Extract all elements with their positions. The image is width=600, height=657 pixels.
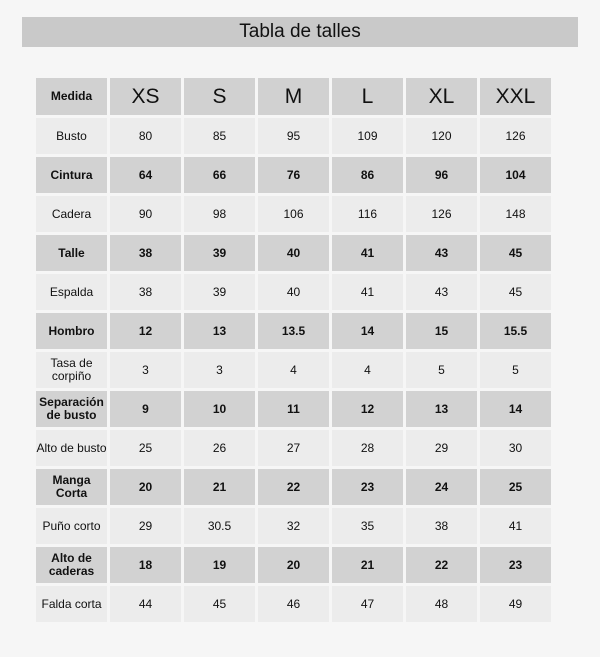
table-cell: 25 [480, 469, 551, 505]
table-cell: 126 [480, 118, 551, 154]
table-cell: 26 [184, 430, 255, 466]
table-cell: 27 [258, 430, 329, 466]
header-cell-m: M [258, 78, 329, 115]
table-cell: 41 [332, 235, 403, 271]
table-cell: 10 [184, 391, 255, 427]
row-label: Busto [36, 118, 107, 154]
table-cell: 106 [258, 196, 329, 232]
size-chart-table [33, 75, 554, 625]
table-row [36, 118, 551, 154]
table-cell: 18 [110, 547, 181, 583]
row-label: Falda corta [36, 586, 107, 622]
row-label: Puño corto [36, 508, 107, 544]
row-label: Hombro [36, 313, 107, 349]
table-cell: 80 [110, 118, 181, 154]
table-row [36, 352, 551, 388]
row-label: Alto de caderas [36, 547, 107, 583]
table-cell: 13 [406, 391, 477, 427]
table-cell: 104 [480, 157, 551, 193]
header-cell-xs: XS [110, 78, 181, 115]
header-cell-s: S [184, 78, 255, 115]
row-label: Tasa de corpiño [36, 352, 107, 388]
table-cell: 109 [332, 118, 403, 154]
table-cell: 90 [110, 196, 181, 232]
table-cell: 126 [406, 196, 477, 232]
table-cell: 15.5 [480, 313, 551, 349]
table-cell: 12 [110, 313, 181, 349]
table-cell: 12 [332, 391, 403, 427]
table-row [36, 547, 551, 583]
table-cell: 32 [258, 508, 329, 544]
table-cell: 14 [480, 391, 551, 427]
table-cell: 98 [184, 196, 255, 232]
table-cell: 45 [184, 586, 255, 622]
table-cell: 116 [332, 196, 403, 232]
table-cell: 30 [480, 430, 551, 466]
row-label: Manga Corta [36, 469, 107, 505]
table-cell: 4 [258, 352, 329, 388]
table-cell: 40 [258, 235, 329, 271]
table-header-row [36, 78, 551, 115]
table-row [36, 586, 551, 622]
table-cell: 45 [480, 274, 551, 310]
table-row [36, 235, 551, 271]
header-cell-measure: Medida [36, 78, 107, 115]
table-cell: 49 [480, 586, 551, 622]
table-cell: 24 [406, 469, 477, 505]
table-cell: 43 [406, 235, 477, 271]
table-cell: 14 [332, 313, 403, 349]
table-cell: 11 [258, 391, 329, 427]
row-label: Cadera [36, 196, 107, 232]
table-cell: 30.5 [184, 508, 255, 544]
table-cell: 46 [258, 586, 329, 622]
table-cell: 9 [110, 391, 181, 427]
table-cell: 28 [332, 430, 403, 466]
table-cell: 96 [406, 157, 477, 193]
table-cell: 13.5 [258, 313, 329, 349]
page-title: Tabla de talles [22, 17, 578, 47]
table-body [36, 118, 551, 622]
table-cell: 22 [258, 469, 329, 505]
table-cell: 38 [406, 508, 477, 544]
table-cell: 15 [406, 313, 477, 349]
row-label: Espalda [36, 274, 107, 310]
table-row [36, 196, 551, 232]
table-cell: 22 [406, 547, 477, 583]
table-cell: 120 [406, 118, 477, 154]
table-cell: 29 [406, 430, 477, 466]
table-row [36, 157, 551, 193]
table-cell: 76 [258, 157, 329, 193]
table-cell: 48 [406, 586, 477, 622]
table-row [36, 391, 551, 427]
table-cell: 20 [258, 547, 329, 583]
table-cell: 4 [332, 352, 403, 388]
table-cell: 3 [184, 352, 255, 388]
table-cell: 23 [480, 547, 551, 583]
row-label: Cintura [36, 157, 107, 193]
table-cell: 40 [258, 274, 329, 310]
table-cell: 20 [110, 469, 181, 505]
row-label: Alto de busto [36, 430, 107, 466]
table-cell: 47 [332, 586, 403, 622]
table-cell: 39 [184, 274, 255, 310]
table-cell: 38 [110, 274, 181, 310]
table-cell: 95 [258, 118, 329, 154]
table-cell: 44 [110, 586, 181, 622]
table-cell: 3 [110, 352, 181, 388]
table-cell: 5 [406, 352, 477, 388]
table-cell: 148 [480, 196, 551, 232]
table-cell: 5 [480, 352, 551, 388]
table-cell: 23 [332, 469, 403, 505]
table-cell: 86 [332, 157, 403, 193]
table-cell: 66 [184, 157, 255, 193]
table-row [36, 313, 551, 349]
table-cell: 19 [184, 547, 255, 583]
table-cell: 43 [406, 274, 477, 310]
table-cell: 39 [184, 235, 255, 271]
table-cell: 41 [332, 274, 403, 310]
table-cell: 41 [480, 508, 551, 544]
table-cell: 35 [332, 508, 403, 544]
header-cell-xl: XL [406, 78, 477, 115]
row-label: Talle [36, 235, 107, 271]
table-cell: 64 [110, 157, 181, 193]
header-cell-l: L [332, 78, 403, 115]
table-cell: 21 [332, 547, 403, 583]
row-label: Separación de busto [36, 391, 107, 427]
table-row [36, 430, 551, 466]
table-cell: 13 [184, 313, 255, 349]
table-cell: 29 [110, 508, 181, 544]
table-cell: 21 [184, 469, 255, 505]
table-cell: 38 [110, 235, 181, 271]
table-cell: 85 [184, 118, 255, 154]
table-cell: 25 [110, 430, 181, 466]
table-row [36, 508, 551, 544]
table-row [36, 469, 551, 505]
table-cell: 45 [480, 235, 551, 271]
table-row [36, 274, 551, 310]
header-cell-xxl: XXL [480, 78, 551, 115]
